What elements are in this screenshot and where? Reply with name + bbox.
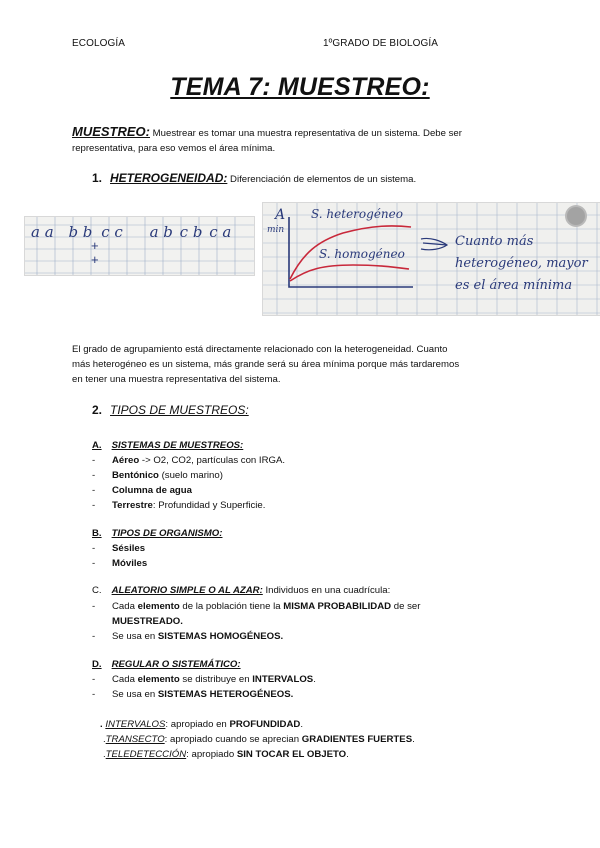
subsection-a-heading — [92, 440, 243, 451]
subsection-c-list — [92, 599, 552, 644]
list-item: - Móviles — [92, 558, 148, 569]
list-item: .TRANSECTO: apropiado cuando se aprecian GRADIENTES FUERTES. — [103, 734, 415, 745]
notebook-photo-left — [24, 216, 255, 276]
subsection-d-list — [92, 672, 552, 702]
list-item: - Cada elemento se distribuye en INTERVALOS. — [92, 674, 316, 685]
list-item: . INTERVALOS: apropiado en PROFUNDIDAD. — [100, 719, 303, 730]
list-item: - Aéreo -> O2, CO2, partículas con IRGA. — [92, 455, 286, 466]
list-item: - Se usa en SISTEMAS HOMOGÉNEOS. — [92, 631, 284, 642]
subsection-d-letter: D. — [92, 659, 102, 670]
page-title: TEMA 7: MUESTREO: — [170, 73, 430, 101]
section-1-title: HETEROGENEIDAD: — [110, 171, 228, 185]
subsection-a-title: SISTEMAS DE MUESTREOS: — [111, 440, 244, 451]
graph-note-line3: es el área mínima — [455, 278, 573, 293]
section-2-number: 2. — [92, 403, 103, 417]
list-item: - Se usa en SISTEMAS HETEROGÉNEOS. — [92, 689, 294, 700]
paragraph-line1: El grado de agrupamiento está directamente relacionado con la heterogeneidad. Cuanto — [72, 344, 448, 355]
section-1-text: Diferenciación de elementos de un sistema. — [227, 174, 417, 185]
subsection-c-text: Individuos en una cuadrícula: — [262, 585, 391, 596]
handwritten-letters — [31, 223, 231, 241]
graph-axis-sub: min — [267, 225, 285, 235]
subsection-a-list — [92, 453, 532, 513]
section-1-number: 1. — [92, 171, 103, 185]
paragraph-line2: más heterogéneo es un sistema, más grande será su área mínima porque más tardaremos — [72, 359, 460, 370]
hw-aa: a a — [31, 223, 54, 241]
handwritten-plus-marks — [91, 239, 99, 267]
graph-axis-label: A — [275, 207, 286, 223]
list-item: - Sésiles — [92, 543, 146, 554]
hw-cc: c c — [101, 223, 123, 241]
graph-note-line1: Cuanto más — [455, 234, 534, 249]
subsection-b-title: TIPOS DE ORGANISMO: — [111, 528, 223, 539]
paragraph-line3: en tener una muestra representativa del sistema. — [72, 374, 281, 385]
section-2-heading — [92, 403, 249, 417]
list-item: - Bentónico (suelo marino) — [92, 470, 223, 481]
subsection-c-title: ALEATORIO SIMPLE O AL AZAR: — [111, 585, 263, 596]
intro-paragraph — [72, 124, 532, 156]
subsection-d-heading — [92, 659, 241, 670]
list-item: - Terrestre: Profundidad y Superficie. — [92, 500, 266, 511]
heterogeneity-paragraph — [72, 342, 542, 387]
hw-plus-1: + — [91, 238, 99, 253]
subsection-a-letter: A. — [92, 440, 102, 451]
hw-ca: c a — [209, 223, 232, 241]
notebook-photo-graph — [262, 202, 600, 316]
intro-term: MUESTREO: — [72, 124, 150, 139]
subsection-c-letter: C. — [92, 585, 102, 596]
graph-curve2-label: S. homogéneo — [319, 247, 405, 261]
graph-curve1-label: S. heterogéneo — [311, 207, 403, 221]
header-right: 1ºGRADO DE BIOLOGÍA — [323, 38, 439, 49]
list-item: .TELEDETECCIÓN: apropiado SIN TOCAR EL OBJETO. — [103, 749, 349, 760]
list-item: - Columna de agua — [92, 485, 192, 496]
subsection-c-heading — [92, 585, 390, 596]
intro-line1: Muestrear es tomar una muestra representativa de un sistema. Debe ser — [150, 128, 462, 139]
section-1-heading — [92, 171, 416, 185]
subsection-b-heading — [92, 528, 222, 539]
subsection-d-title: REGULAR O SISTEMÁTICO: — [111, 659, 241, 670]
section-2-title: TIPOS DE MUESTREOS: — [110, 403, 249, 417]
subsection-b-list — [92, 541, 532, 571]
graph-note — [455, 231, 588, 297]
intro-line2: representativa, para eso vemos el área mínima. — [72, 143, 276, 154]
list-item-continuation: MUESTREADO. — [112, 616, 183, 627]
hw-plus-2: + — [91, 252, 99, 267]
hw-bb: b b — [68, 223, 93, 241]
subsection-b-letter: B. — [92, 528, 102, 539]
graph-note-line2: heterogéneo, mayor — [455, 256, 588, 271]
list-item: - Cada elemento de la población tiene la MISMA PROBABILIDAD de ser — [92, 601, 421, 612]
hw-cb: c b — [179, 223, 203, 241]
sampling-methods-list — [100, 717, 560, 762]
hw-ab: a b — [149, 223, 173, 241]
header-left: ECOLOGÍA — [72, 38, 126, 49]
